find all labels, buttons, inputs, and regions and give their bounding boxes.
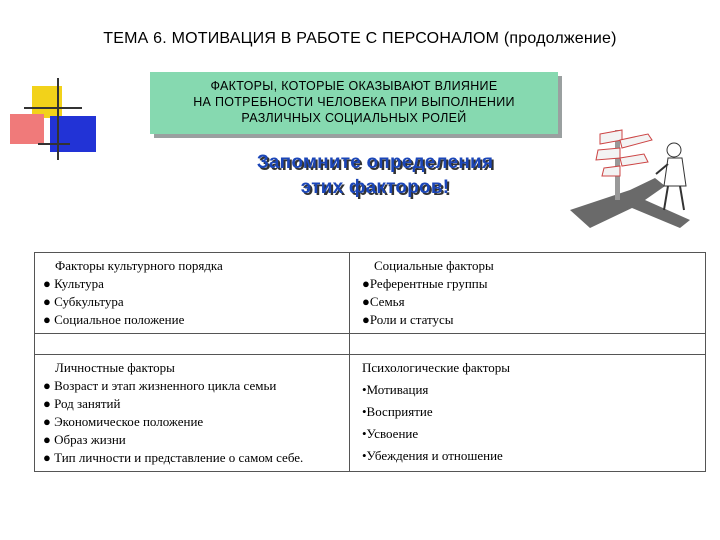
callout-line: этих факторов!: [300, 177, 450, 198]
social-factors-cell: [350, 253, 706, 334]
psychological-factors-title: Психологические факторы: [362, 360, 511, 375]
person-body: [664, 158, 686, 186]
list-item: ● Тип личности и представление о самом себе.: [43, 450, 304, 465]
page-title: ТЕМА 6. МОТИВАЦИЯ В РАБОТЕ С ПЕРСОНАЛОМ (продолжение): [103, 30, 617, 47]
banner-line: НА ПОТРЕБНОСТИ ЧЕЛОВЕКА ПРИ ВЫПОЛНЕНИИ: [193, 95, 515, 109]
table-gap-row: [35, 334, 706, 355]
list-item: •Усвоение: [362, 426, 419, 441]
list-item: ●Референтные группы: [362, 276, 488, 291]
list-item: ● Социальное положение: [43, 312, 185, 327]
signpost-person-illustration: [560, 110, 700, 238]
deco-red-square: [10, 114, 44, 144]
banner-line: РАЗЛИЧНЫХ СОЦИАЛЬНЫХ РОЛЕЙ: [241, 111, 467, 125]
list-item: ● Культура: [43, 276, 104, 291]
table-row: [35, 355, 706, 472]
list-item: ● Экономическое положение: [43, 414, 204, 429]
social-factors-title: Социальные факторы: [374, 258, 494, 273]
list-item: ● Род занятий: [43, 396, 121, 411]
personal-factors-title: Личностные факторы: [55, 360, 175, 375]
list-item: •Мотивация: [362, 382, 429, 397]
list-item: ●Семья: [362, 294, 405, 309]
list-item: ● Субкультура: [43, 294, 124, 309]
banner-line: ФАКТОРЫ, КОТОРЫЕ ОКАЗЫВАЮТ ВЛИЯНИЕ: [210, 79, 498, 93]
list-item: ● Образ жизни: [43, 432, 126, 447]
personal-factors-cell: [35, 355, 350, 472]
table-row: [35, 253, 706, 334]
person-head: [667, 143, 681, 157]
list-item: •Восприятие: [362, 404, 433, 419]
factors-table: [34, 252, 706, 472]
list-item: •Убеждения и отношение: [362, 448, 503, 463]
deco-blue-square: [50, 116, 96, 152]
factors-banner: [150, 72, 558, 134]
psychological-factors-cell: [350, 355, 706, 472]
cultural-factors-title: Факторы культурного порядка: [55, 258, 223, 273]
list-item: ●Роли и статусы: [362, 312, 454, 327]
decorative-squares-graphic: [10, 78, 110, 168]
callout-line: Запомните определения: [256, 152, 494, 173]
list-item: ● Возраст и этап жизненного цикла семьи: [43, 378, 277, 393]
cultural-factors-cell: [35, 253, 350, 334]
remember-callout: [230, 150, 520, 200]
